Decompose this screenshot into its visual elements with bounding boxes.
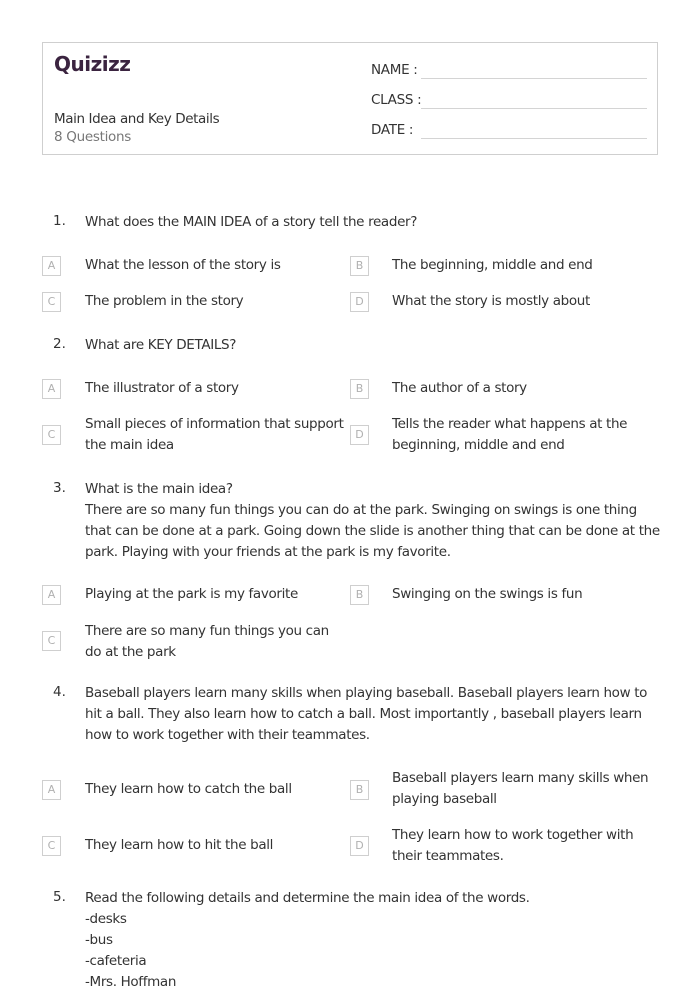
question-number: 2. bbox=[53, 336, 66, 352]
option-c-text[interactable]: There are so many fun things you can do at the park bbox=[85, 623, 329, 660]
date-label: DATE : bbox=[371, 122, 414, 138]
worksheet-title: Main Idea and Key Details bbox=[54, 111, 220, 127]
option-d-box[interactable]: D bbox=[350, 836, 369, 856]
option-d-text[interactable]: They learn how to work together with their teammates. bbox=[392, 827, 634, 864]
option-c-text[interactable]: The problem in the story bbox=[85, 293, 244, 309]
question-count: 8 Questions bbox=[54, 129, 131, 145]
quizizz-logo: Quizizz bbox=[54, 52, 131, 76]
option-b-box[interactable]: B bbox=[350, 585, 369, 605]
option-d-text[interactable]: Tells the reader what happens at the beginning, middle and end bbox=[392, 416, 628, 453]
question-line: -cafeteria bbox=[85, 953, 147, 969]
option-a-box[interactable]: A bbox=[42, 585, 61, 605]
option-a-box[interactable]: A bbox=[42, 256, 61, 276]
option-b-text[interactable]: The author of a story bbox=[392, 380, 527, 396]
option-b-box[interactable]: B bbox=[350, 256, 369, 276]
class-line[interactable] bbox=[421, 108, 647, 109]
question-line: how to work together with their teammates. bbox=[85, 727, 370, 743]
date-line[interactable] bbox=[421, 138, 647, 139]
option-c-box[interactable]: C bbox=[42, 631, 61, 651]
date-field[interactable] bbox=[371, 119, 647, 141]
question-text bbox=[85, 683, 660, 746]
question-line: -desks bbox=[85, 911, 127, 927]
class-label: CLASS : bbox=[371, 92, 422, 108]
option-c-box[interactable]: C bbox=[42, 425, 61, 445]
class-field[interactable] bbox=[371, 89, 647, 111]
name-field[interactable] bbox=[371, 59, 647, 81]
option-a-box[interactable]: A bbox=[42, 780, 61, 800]
option-d-box[interactable]: D bbox=[350, 292, 369, 312]
question-line: What is the main idea? bbox=[85, 481, 233, 497]
option-c-text[interactable]: Small pieces of information that support the main idea bbox=[85, 416, 344, 453]
worksheet-header bbox=[42, 42, 658, 155]
option-a-text[interactable]: The illustrator of a story bbox=[85, 380, 239, 396]
option-d-text[interactable]: What the story is mostly about bbox=[392, 293, 590, 309]
name-label: NAME : bbox=[371, 62, 418, 78]
question-line: There are so many fun things you can do at the park. Swinging on swings is one thing bbox=[85, 502, 637, 518]
option-a-text[interactable]: They learn how to catch the ball bbox=[85, 781, 292, 797]
question-number: 1. bbox=[53, 213, 66, 229]
question-text bbox=[85, 888, 660, 990]
question-text: What does the MAIN IDEA of a story tell the reader? bbox=[85, 214, 418, 230]
option-d-box[interactable]: D bbox=[350, 425, 369, 445]
question-line: -bus bbox=[85, 932, 113, 948]
option-a-box[interactable]: A bbox=[42, 379, 61, 399]
option-a-text[interactable]: Playing at the park is my favorite bbox=[85, 586, 298, 602]
question-line: that can be done at a park. Going down the slide is another thing that can be done at the bbox=[85, 523, 660, 539]
option-c-box[interactable]: C bbox=[42, 836, 61, 856]
question-line: Baseball players learn many skills when playing baseball. Baseball players learn how to bbox=[85, 685, 648, 701]
option-b-box[interactable]: B bbox=[350, 780, 369, 800]
question-number: 5. bbox=[53, 889, 66, 905]
question-text: What are KEY DETAILS? bbox=[85, 337, 237, 353]
option-b-text[interactable]: Swinging on the swings is fun bbox=[392, 586, 583, 602]
option-c-text[interactable]: They learn how to hit the ball bbox=[85, 837, 274, 853]
option-b-text[interactable]: Baseball players learn many skills when playing baseball bbox=[392, 770, 649, 807]
option-a-text[interactable]: What the lesson of the story is bbox=[85, 257, 281, 273]
question-line: park. Playing with your friends at the park is my favorite. bbox=[85, 544, 451, 560]
question-line: -Mrs. Hoffman bbox=[85, 974, 177, 990]
question-number: 4. bbox=[53, 684, 66, 700]
question-text bbox=[85, 479, 660, 563]
name-line[interactable] bbox=[421, 78, 647, 79]
option-b-text[interactable]: The beginning, middle and end bbox=[392, 257, 593, 273]
option-b-box[interactable]: B bbox=[350, 379, 369, 399]
question-line: Read the following details and determine the main idea of the words. bbox=[85, 890, 530, 906]
option-c-box[interactable]: C bbox=[42, 292, 61, 312]
question-number: 3. bbox=[53, 480, 66, 496]
question-line: hit a ball. They also learn how to catch a ball. Most importantly , baseball players learn bbox=[85, 706, 642, 722]
